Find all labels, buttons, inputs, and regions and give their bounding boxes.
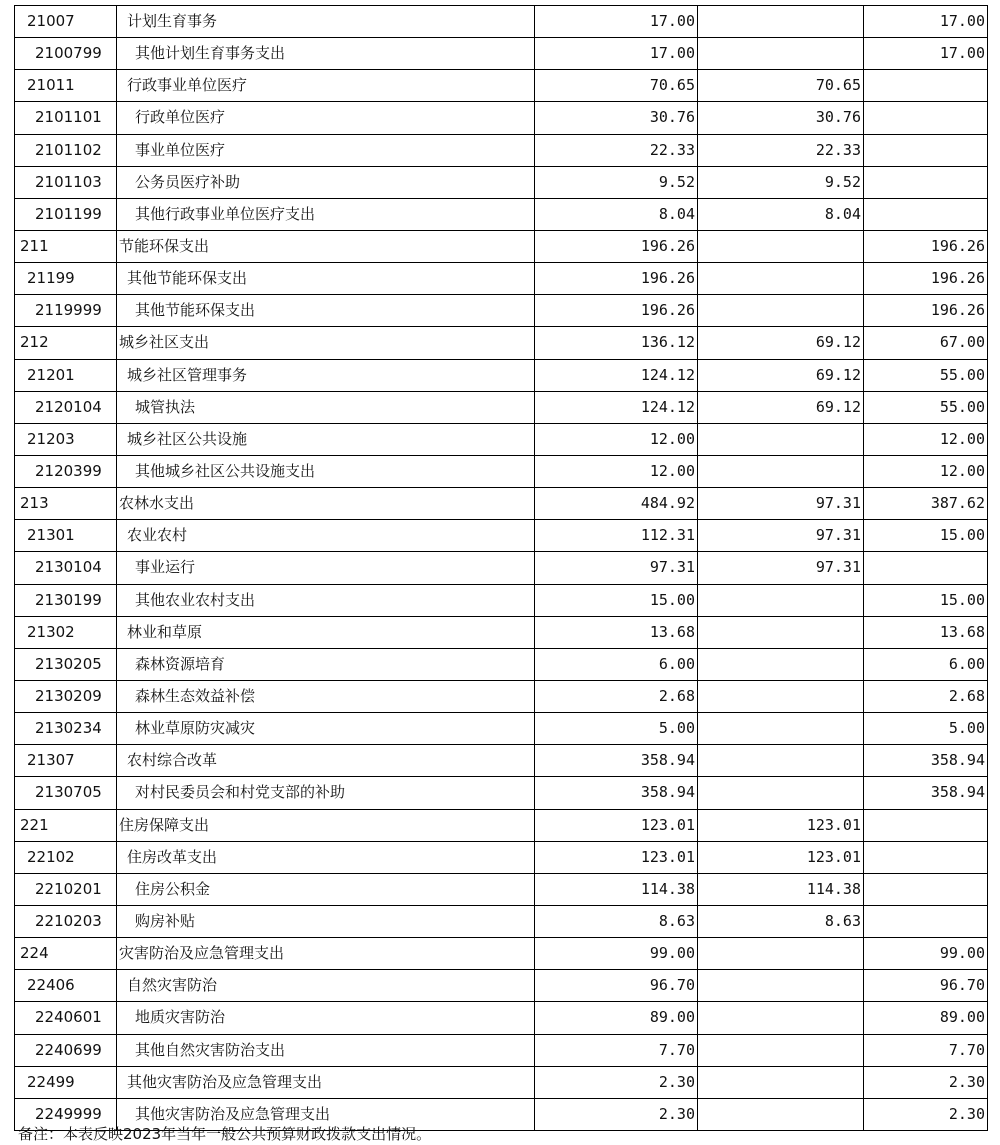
- basic-expenditure-cell: 69.12: [698, 391, 864, 423]
- total-amount-cell: 15.00: [535, 584, 698, 616]
- basic-expenditure-cell: [698, 1002, 864, 1034]
- total-amount-cell: 12.00: [535, 455, 698, 487]
- subject-name-cell: 森林资源培育: [117, 648, 535, 680]
- basic-expenditure-cell: [698, 616, 864, 648]
- classification-code-cell: 21007: [15, 6, 117, 38]
- project-expenditure-cell: 387.62: [864, 488, 988, 520]
- subject-name-cell: 地质灾害防治: [117, 1002, 535, 1034]
- classification-code-cell: 2130205: [15, 648, 117, 680]
- total-amount-cell: 8.04: [535, 198, 698, 230]
- project-expenditure-cell: 358.94: [864, 745, 988, 777]
- classification-code-cell: 2101103: [15, 166, 117, 198]
- classification-code-cell: 2120104: [15, 391, 117, 423]
- total-amount-cell: 8.63: [535, 905, 698, 937]
- total-amount-cell: 89.00: [535, 1002, 698, 1034]
- basic-expenditure-cell: [698, 1098, 864, 1130]
- subject-name-cell: 住房保障支出: [117, 809, 535, 841]
- table-footnote: 备注：本表反映2023年当年一般公共预算财政拨款支出情况。: [18, 1125, 432, 1143]
- total-amount-cell: 2.30: [535, 1098, 698, 1130]
- table-row: [15, 938, 988, 970]
- total-amount-cell: 6.00: [535, 648, 698, 680]
- table-row: [15, 970, 988, 1002]
- table-row: [15, 713, 988, 745]
- total-amount-cell: 124.12: [535, 391, 698, 423]
- table-row: [15, 230, 988, 262]
- basic-expenditure-cell: 22.33: [698, 134, 864, 166]
- classification-code-cell: 2101199: [15, 198, 117, 230]
- project-expenditure-cell: 5.00: [864, 713, 988, 745]
- basic-expenditure-cell: [698, 648, 864, 680]
- subject-name-cell: 其他灾害防治及应急管理支出: [117, 1098, 535, 1130]
- project-expenditure-cell: 358.94: [864, 777, 988, 809]
- total-amount-cell: 112.31: [535, 520, 698, 552]
- classification-code-cell: 2130209: [15, 680, 117, 712]
- subject-name-cell: 其他城乡社区公共设施支出: [117, 455, 535, 487]
- subject-name-cell: 购房补贴: [117, 905, 535, 937]
- total-amount-cell: 196.26: [535, 295, 698, 327]
- classification-code-cell: 2240601: [15, 1002, 117, 1034]
- classification-code-cell: 21199: [15, 263, 117, 295]
- classification-code-cell: 21302: [15, 616, 117, 648]
- project-expenditure-cell: 6.00: [864, 648, 988, 680]
- total-amount-cell: 70.65: [535, 70, 698, 102]
- table-row: [15, 327, 988, 359]
- table-row: [15, 777, 988, 809]
- basic-expenditure-cell: 114.38: [698, 873, 864, 905]
- table-row: [15, 263, 988, 295]
- table-row: [15, 6, 988, 38]
- project-expenditure-cell: 17.00: [864, 6, 988, 38]
- subject-name-cell: 事业运行: [117, 552, 535, 584]
- basic-expenditure-cell: 97.31: [698, 488, 864, 520]
- subject-name-cell: 其他节能环保支出: [117, 295, 535, 327]
- subject-name-cell: 灾害防治及应急管理支出: [117, 938, 535, 970]
- basic-expenditure-cell: 123.01: [698, 809, 864, 841]
- table-row: [15, 455, 988, 487]
- classification-code-cell: 2130104: [15, 552, 117, 584]
- classification-code-cell: 2249999: [15, 1098, 117, 1130]
- subject-name-cell: 城乡社区支出: [117, 327, 535, 359]
- subject-name-cell: 行政事业单位医疗: [117, 70, 535, 102]
- total-amount-cell: 358.94: [535, 745, 698, 777]
- total-amount-cell: 97.31: [535, 552, 698, 584]
- project-expenditure-cell: 55.00: [864, 391, 988, 423]
- total-amount-cell: 196.26: [535, 263, 698, 295]
- project-expenditure-cell: 67.00: [864, 327, 988, 359]
- subject-name-cell: 计划生育事务: [117, 6, 535, 38]
- basic-expenditure-cell: 8.63: [698, 905, 864, 937]
- subject-name-cell: 其他行政事业单位医疗支出: [117, 198, 535, 230]
- basic-expenditure-cell: [698, 230, 864, 262]
- total-amount-cell: 136.12: [535, 327, 698, 359]
- table-row: [15, 552, 988, 584]
- table-body: [15, 6, 988, 1131]
- basic-expenditure-cell: [698, 423, 864, 455]
- classification-code-cell: 211: [15, 230, 117, 262]
- subject-name-cell: 自然灾害防治: [117, 970, 535, 1002]
- basic-expenditure-cell: 123.01: [698, 841, 864, 873]
- project-expenditure-cell: 2.30: [864, 1098, 988, 1130]
- basic-expenditure-cell: [698, 777, 864, 809]
- total-amount-cell: 99.00: [535, 938, 698, 970]
- subject-name-cell: 行政单位医疗: [117, 102, 535, 134]
- total-amount-cell: 13.68: [535, 616, 698, 648]
- project-expenditure-cell: 2.68: [864, 680, 988, 712]
- project-expenditure-cell: 96.70: [864, 970, 988, 1002]
- table-row: [15, 359, 988, 391]
- table-row: [15, 1002, 988, 1034]
- total-amount-cell: 5.00: [535, 713, 698, 745]
- project-expenditure-cell: 2.30: [864, 1066, 988, 1098]
- table-row: [15, 584, 988, 616]
- project-expenditure-cell: 15.00: [864, 584, 988, 616]
- table-row: [15, 488, 988, 520]
- table-row: [15, 134, 988, 166]
- subject-name-cell: 其他节能环保支出: [117, 263, 535, 295]
- classification-code-cell: 21201: [15, 359, 117, 391]
- total-amount-cell: 12.00: [535, 423, 698, 455]
- project-expenditure-cell: 55.00: [864, 359, 988, 391]
- classification-code-cell: 21307: [15, 745, 117, 777]
- total-amount-cell: 9.52: [535, 166, 698, 198]
- total-amount-cell: 123.01: [535, 841, 698, 873]
- basic-expenditure-cell: [698, 1034, 864, 1066]
- total-amount-cell: 17.00: [535, 6, 698, 38]
- table-row: [15, 616, 988, 648]
- project-expenditure-cell: [864, 134, 988, 166]
- table-row: [15, 905, 988, 937]
- subject-name-cell: 农林水支出: [117, 488, 535, 520]
- subject-name-cell: 林业和草原: [117, 616, 535, 648]
- project-expenditure-cell: 12.00: [864, 423, 988, 455]
- project-expenditure-cell: [864, 198, 988, 230]
- table-row: [15, 70, 988, 102]
- subject-name-cell: 其他灾害防治及应急管理支出: [117, 1066, 535, 1098]
- basic-expenditure-cell: [698, 295, 864, 327]
- classification-code-cell: 212: [15, 327, 117, 359]
- total-amount-cell: 96.70: [535, 970, 698, 1002]
- subject-name-cell: 城乡社区公共设施: [117, 423, 535, 455]
- subject-name-cell: 事业单位医疗: [117, 134, 535, 166]
- classification-code-cell: 21011: [15, 70, 117, 102]
- project-expenditure-cell: 99.00: [864, 938, 988, 970]
- project-expenditure-cell: [864, 873, 988, 905]
- classification-code-cell: 2120399: [15, 455, 117, 487]
- total-amount-cell: 123.01: [535, 809, 698, 841]
- classification-code-cell: 2119999: [15, 295, 117, 327]
- table-row: [15, 745, 988, 777]
- table-row: [15, 873, 988, 905]
- classification-code-cell: 2240699: [15, 1034, 117, 1066]
- subject-name-cell: 农业农村: [117, 520, 535, 552]
- basic-expenditure-cell: [698, 680, 864, 712]
- project-expenditure-cell: [864, 552, 988, 584]
- table-row: [15, 809, 988, 841]
- subject-name-cell: 其他农业农村支出: [117, 584, 535, 616]
- total-amount-cell: 114.38: [535, 873, 698, 905]
- basic-expenditure-cell: 69.12: [698, 327, 864, 359]
- total-amount-cell: 196.26: [535, 230, 698, 262]
- basic-expenditure-cell: 69.12: [698, 359, 864, 391]
- basic-expenditure-cell: [698, 263, 864, 295]
- project-expenditure-cell: [864, 70, 988, 102]
- basic-expenditure-cell: [698, 38, 864, 70]
- classification-code-cell: 2100799: [15, 38, 117, 70]
- project-expenditure-cell: 196.26: [864, 230, 988, 262]
- total-amount-cell: 17.00: [535, 38, 698, 70]
- total-amount-cell: 7.70: [535, 1034, 698, 1066]
- subject-name-cell: 住房改革支出: [117, 841, 535, 873]
- project-expenditure-cell: [864, 102, 988, 134]
- table-row: [15, 680, 988, 712]
- classification-code-cell: 2210201: [15, 873, 117, 905]
- table-row: [15, 166, 988, 198]
- classification-code-cell: 2130234: [15, 713, 117, 745]
- basic-expenditure-cell: 70.65: [698, 70, 864, 102]
- project-expenditure-cell: 12.00: [864, 455, 988, 487]
- project-expenditure-cell: 17.00: [864, 38, 988, 70]
- basic-expenditure-cell: [698, 745, 864, 777]
- classification-code-cell: 221: [15, 809, 117, 841]
- table-row: [15, 295, 988, 327]
- table-row: [15, 1066, 988, 1098]
- subject-name-cell: 其他自然灾害防治支出: [117, 1034, 535, 1066]
- total-amount-cell: 2.68: [535, 680, 698, 712]
- classification-code-cell: 22102: [15, 841, 117, 873]
- subject-name-cell: 城管执法: [117, 391, 535, 423]
- classification-code-cell: 2101102: [15, 134, 117, 166]
- basic-expenditure-cell: [698, 455, 864, 487]
- table-row: [15, 648, 988, 680]
- table-row: [15, 198, 988, 230]
- subject-name-cell: 公务员医疗补助: [117, 166, 535, 198]
- classification-code-cell: 21203: [15, 423, 117, 455]
- basic-expenditure-cell: [698, 713, 864, 745]
- table-row: [15, 1034, 988, 1066]
- basic-expenditure-cell: 97.31: [698, 520, 864, 552]
- basic-expenditure-cell: 8.04: [698, 198, 864, 230]
- project-expenditure-cell: [864, 166, 988, 198]
- classification-code-cell: 2101101: [15, 102, 117, 134]
- total-amount-cell: 358.94: [535, 777, 698, 809]
- classification-code-cell: 2130705: [15, 777, 117, 809]
- project-expenditure-cell: 89.00: [864, 1002, 988, 1034]
- subject-name-cell: 林业草原防灾减灾: [117, 713, 535, 745]
- project-expenditure-cell: [864, 905, 988, 937]
- subject-name-cell: 农村综合改革: [117, 745, 535, 777]
- subject-name-cell: 住房公积金: [117, 873, 535, 905]
- table-row: [15, 102, 988, 134]
- classification-code-cell: 2210203: [15, 905, 117, 937]
- project-expenditure-cell: [864, 841, 988, 873]
- subject-name-cell: 森林生态效益补偿: [117, 680, 535, 712]
- project-expenditure-cell: 13.68: [864, 616, 988, 648]
- budget-expenditure-table: [14, 5, 988, 1131]
- total-amount-cell: 30.76: [535, 102, 698, 134]
- classification-code-cell: 213: [15, 488, 117, 520]
- basic-expenditure-cell: [698, 6, 864, 38]
- classification-code-cell: 2130199: [15, 584, 117, 616]
- classification-code-cell: 21301: [15, 520, 117, 552]
- project-expenditure-cell: [864, 809, 988, 841]
- subject-name-cell: 节能环保支出: [117, 230, 535, 262]
- table-row: [15, 841, 988, 873]
- basic-expenditure-cell: 97.31: [698, 552, 864, 584]
- project-expenditure-cell: 7.70: [864, 1034, 988, 1066]
- total-amount-cell: 484.92: [535, 488, 698, 520]
- classification-code-cell: 22406: [15, 970, 117, 1002]
- table-row: [15, 391, 988, 423]
- table-row: [15, 520, 988, 552]
- basic-expenditure-cell: [698, 1066, 864, 1098]
- project-expenditure-cell: 15.00: [864, 520, 988, 552]
- total-amount-cell: 22.33: [535, 134, 698, 166]
- project-expenditure-cell: 196.26: [864, 263, 988, 295]
- table-row: [15, 423, 988, 455]
- classification-code-cell: 224: [15, 938, 117, 970]
- basic-expenditure-cell: [698, 938, 864, 970]
- subject-name-cell: 城乡社区管理事务: [117, 359, 535, 391]
- subject-name-cell: 其他计划生育事务支出: [117, 38, 535, 70]
- total-amount-cell: 124.12: [535, 359, 698, 391]
- basic-expenditure-cell: [698, 970, 864, 1002]
- subject-name-cell: 对村民委员会和村党支部的补助: [117, 777, 535, 809]
- project-expenditure-cell: 196.26: [864, 295, 988, 327]
- basic-expenditure-cell: [698, 584, 864, 616]
- basic-expenditure-cell: 9.52: [698, 166, 864, 198]
- table-row: [15, 38, 988, 70]
- basic-expenditure-cell: 30.76: [698, 102, 864, 134]
- total-amount-cell: 2.30: [535, 1066, 698, 1098]
- classification-code-cell: 22499: [15, 1066, 117, 1098]
